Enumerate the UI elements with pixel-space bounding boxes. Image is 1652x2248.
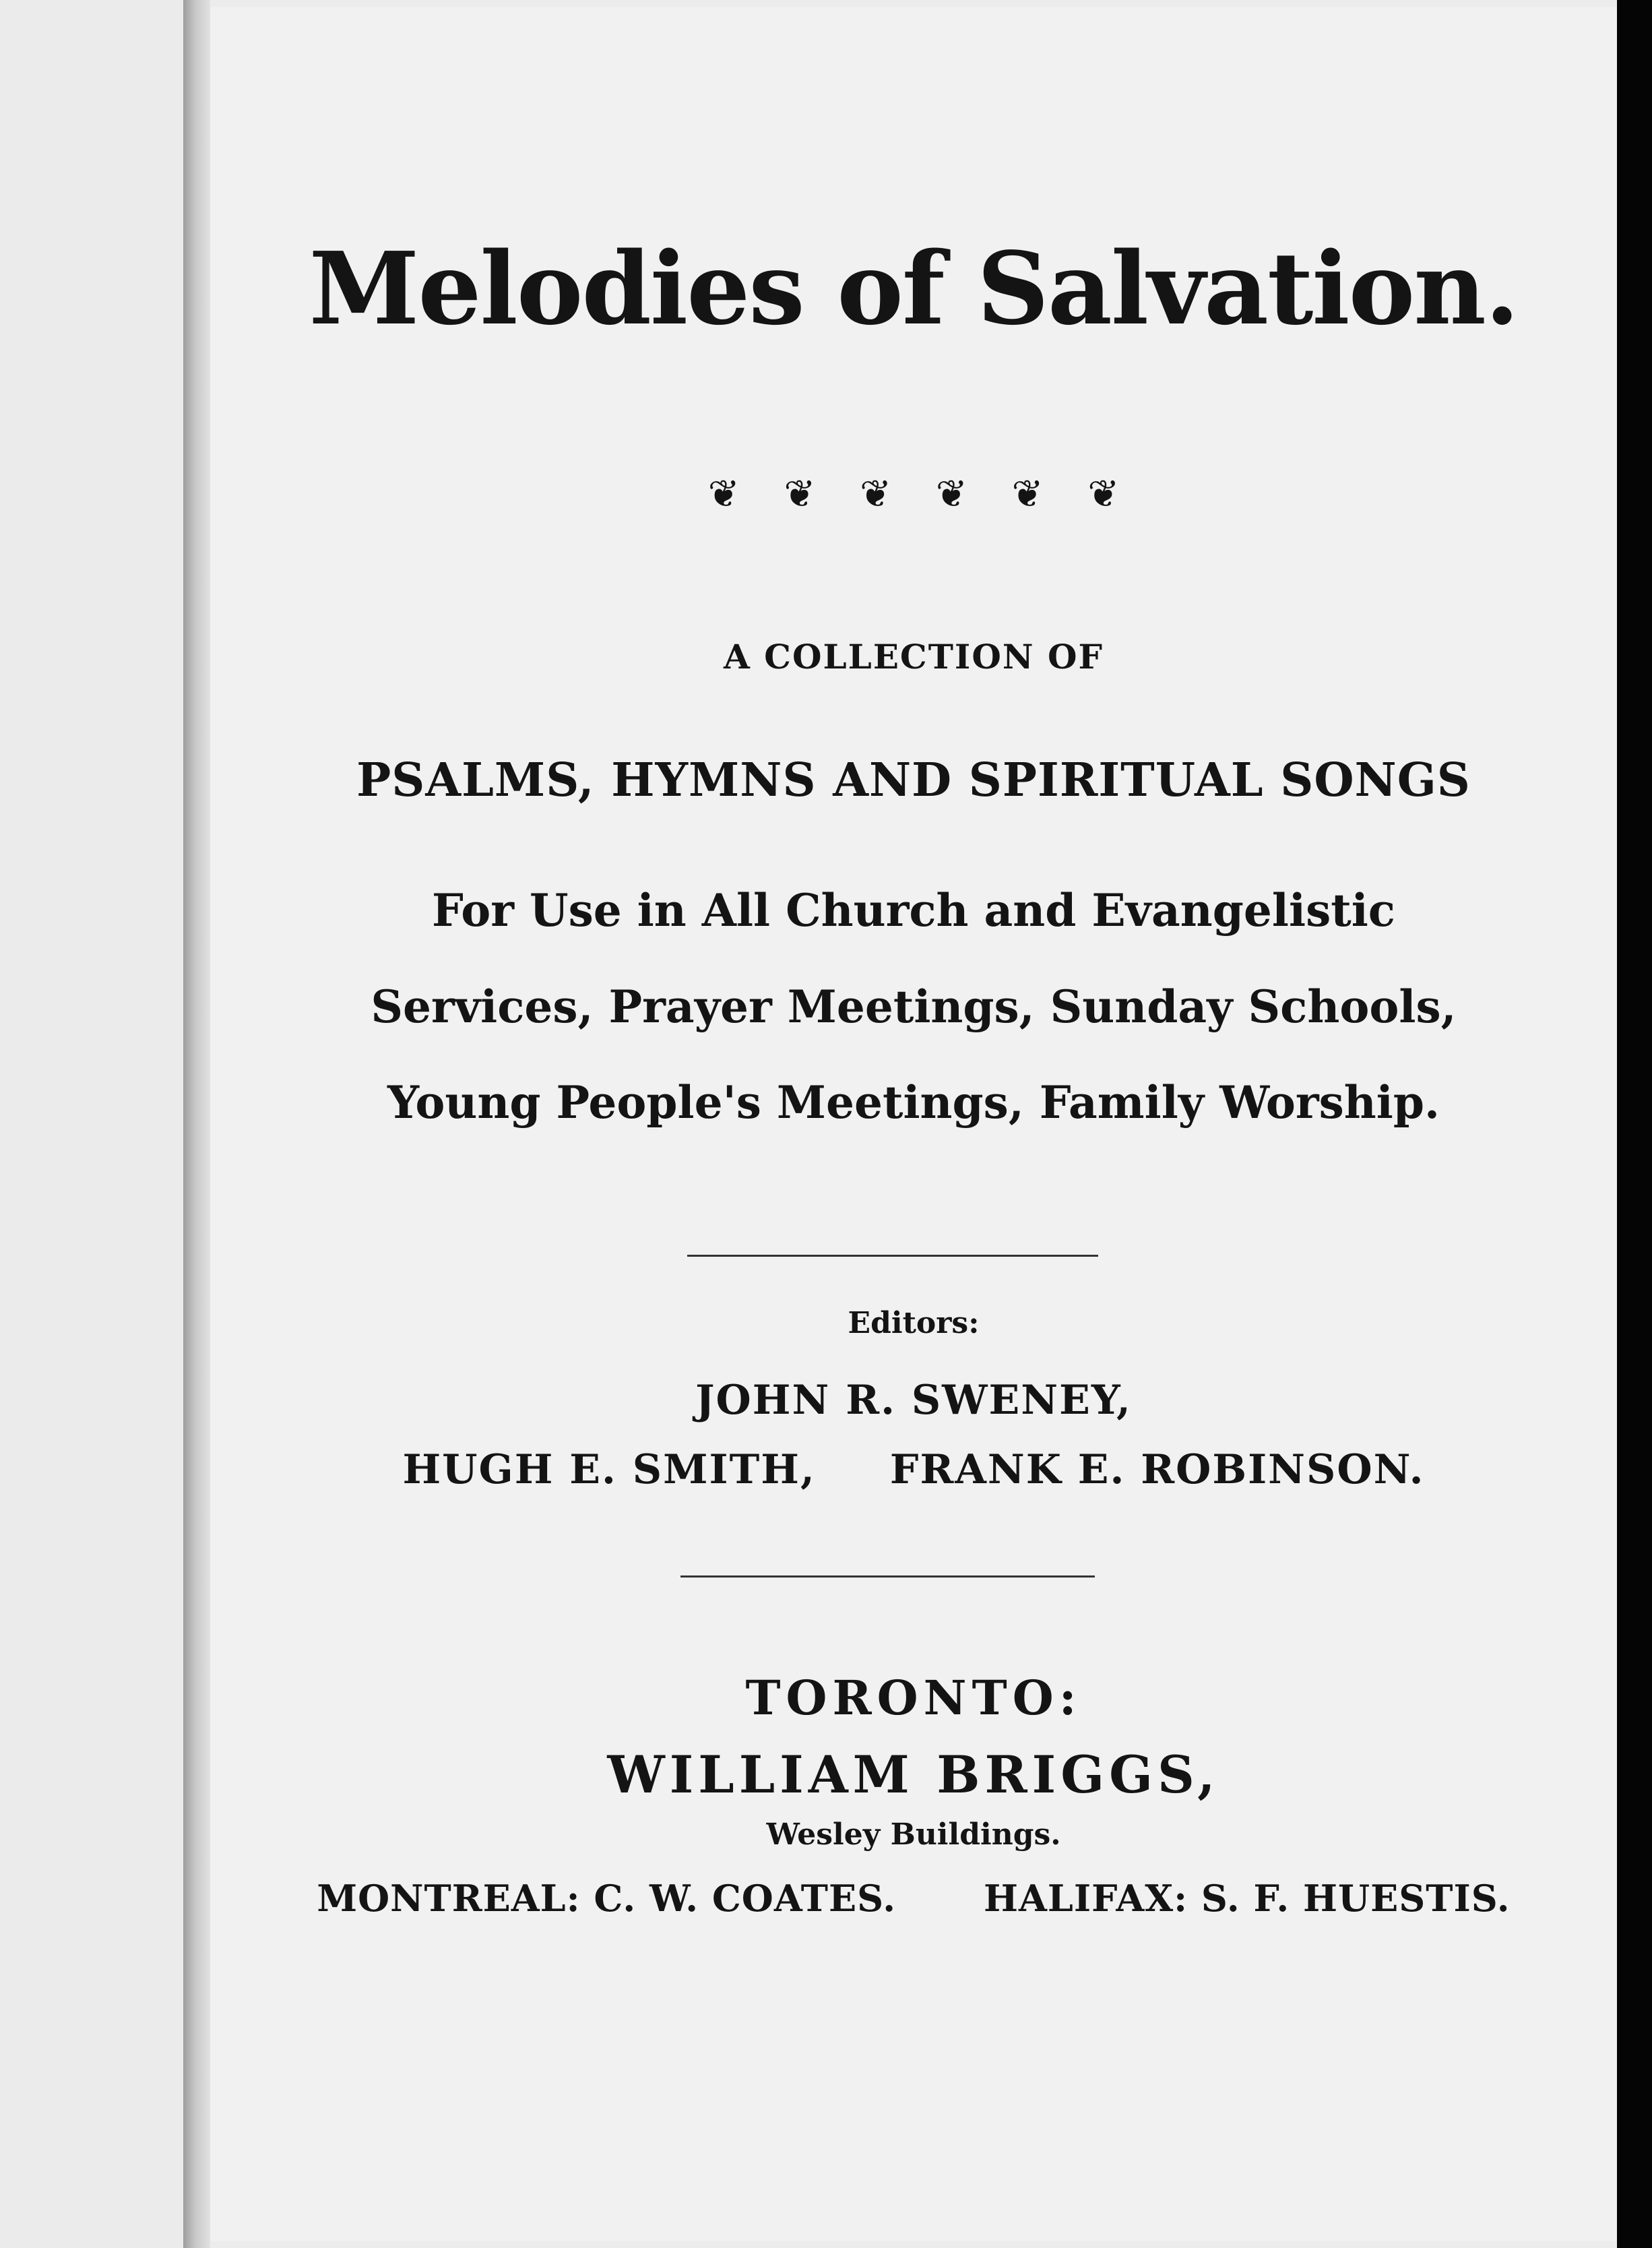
publisher-address: Wesley Buildings. [766,1817,1061,1852]
editor-name: HUGH E. SMITH, [402,1446,816,1493]
agent-montreal: MONTREAL: C. W. COATES. [317,1877,896,1920]
book-title: Melodies of Salvation. [309,230,1519,347]
description-line-3: Young People's Meetings, Family Worship. [387,1076,1440,1129]
editors-row [210,1445,1617,1494]
editor-name: FRANK E. ROBINSON. [889,1446,1425,1493]
book-gutter [183,0,210,2248]
description-line-2: Services, Prayer Meetings, Sunday Schools, [371,980,1457,1033]
ornament-row: ❦ ❦ ❦ ❦ ❦ ❦ [707,472,1120,516]
scan-border [1617,0,1652,2248]
agents-row [210,1877,1617,1921]
facing-page [0,0,183,2248]
contents-heading: PSALMS, HYMNS AND SPIRITUAL SONGS [356,753,1471,807]
agent-halifax: HALIFAX: S. F. HUESTIS. [984,1877,1511,1920]
divider-rule [687,1255,1098,1257]
imprint-city: TORONTO: [745,1670,1082,1726]
editors-label: Editors: [848,1306,980,1340]
editor-name: JOHN R. SWENEY, [695,1377,1132,1424]
description-line-1: For Use in All Church and Evangelistic [432,884,1395,937]
divider-rule [680,1575,1095,1578]
publisher-name: WILLIAM BRIGGS, [607,1745,1220,1805]
collection-subtitle: A COLLECTION OF [723,637,1104,677]
